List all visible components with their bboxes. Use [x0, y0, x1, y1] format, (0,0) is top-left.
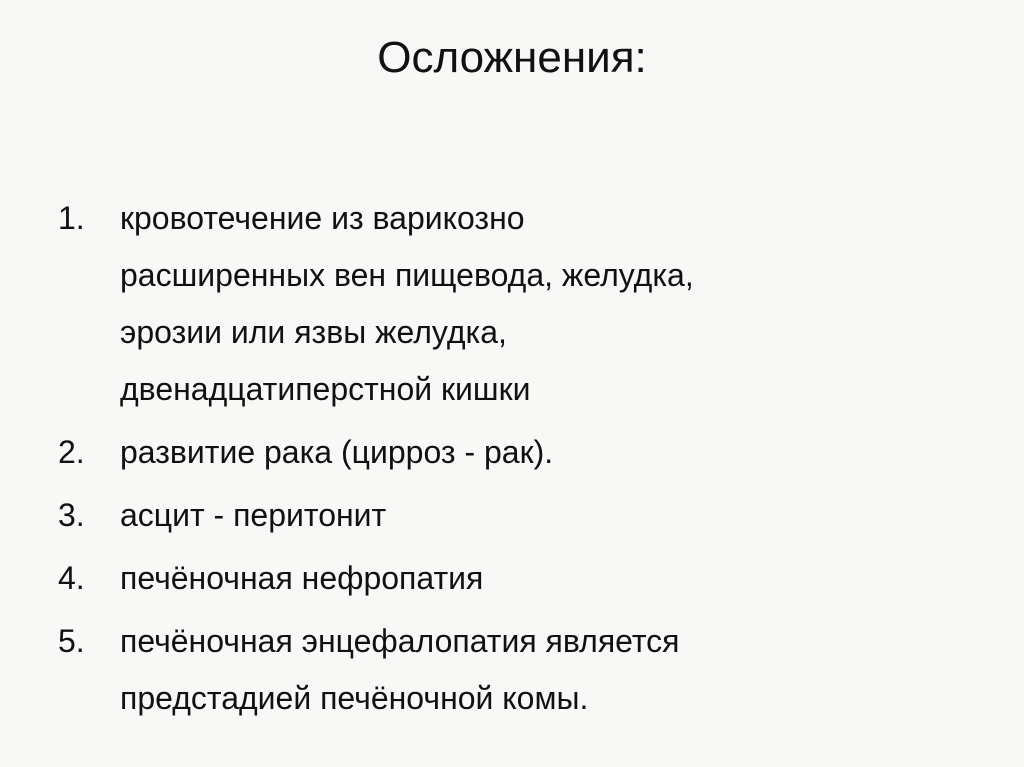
- item-text: асцит - перитонит: [120, 497, 387, 533]
- item-text: кровотечение из варикозно расширенных вен пищевода, желудка, эрозии или язвы желудка, двенадцатиперстной кишки: [120, 200, 694, 407]
- item-text: печёночная нефропатия: [120, 560, 484, 596]
- list-item: [58, 424, 978, 481]
- slide-title: Осложнения:: [377, 33, 647, 82]
- item-text: печёночная энцефалопатия является предстадией печёночной комы.: [120, 623, 680, 716]
- item-number: 3.: [58, 497, 85, 533]
- item-number: 2.: [58, 434, 85, 470]
- item-number: 4.: [58, 560, 85, 596]
- list-item: [58, 190, 978, 418]
- item-number: 1.: [58, 200, 85, 236]
- item-text: развитие рака (цирроз - рак).: [120, 434, 554, 470]
- item-number: 5.: [58, 623, 85, 659]
- list-item: [58, 613, 978, 727]
- complications-list: [58, 190, 978, 733]
- list-item: [58, 550, 978, 607]
- list-item: [58, 487, 978, 544]
